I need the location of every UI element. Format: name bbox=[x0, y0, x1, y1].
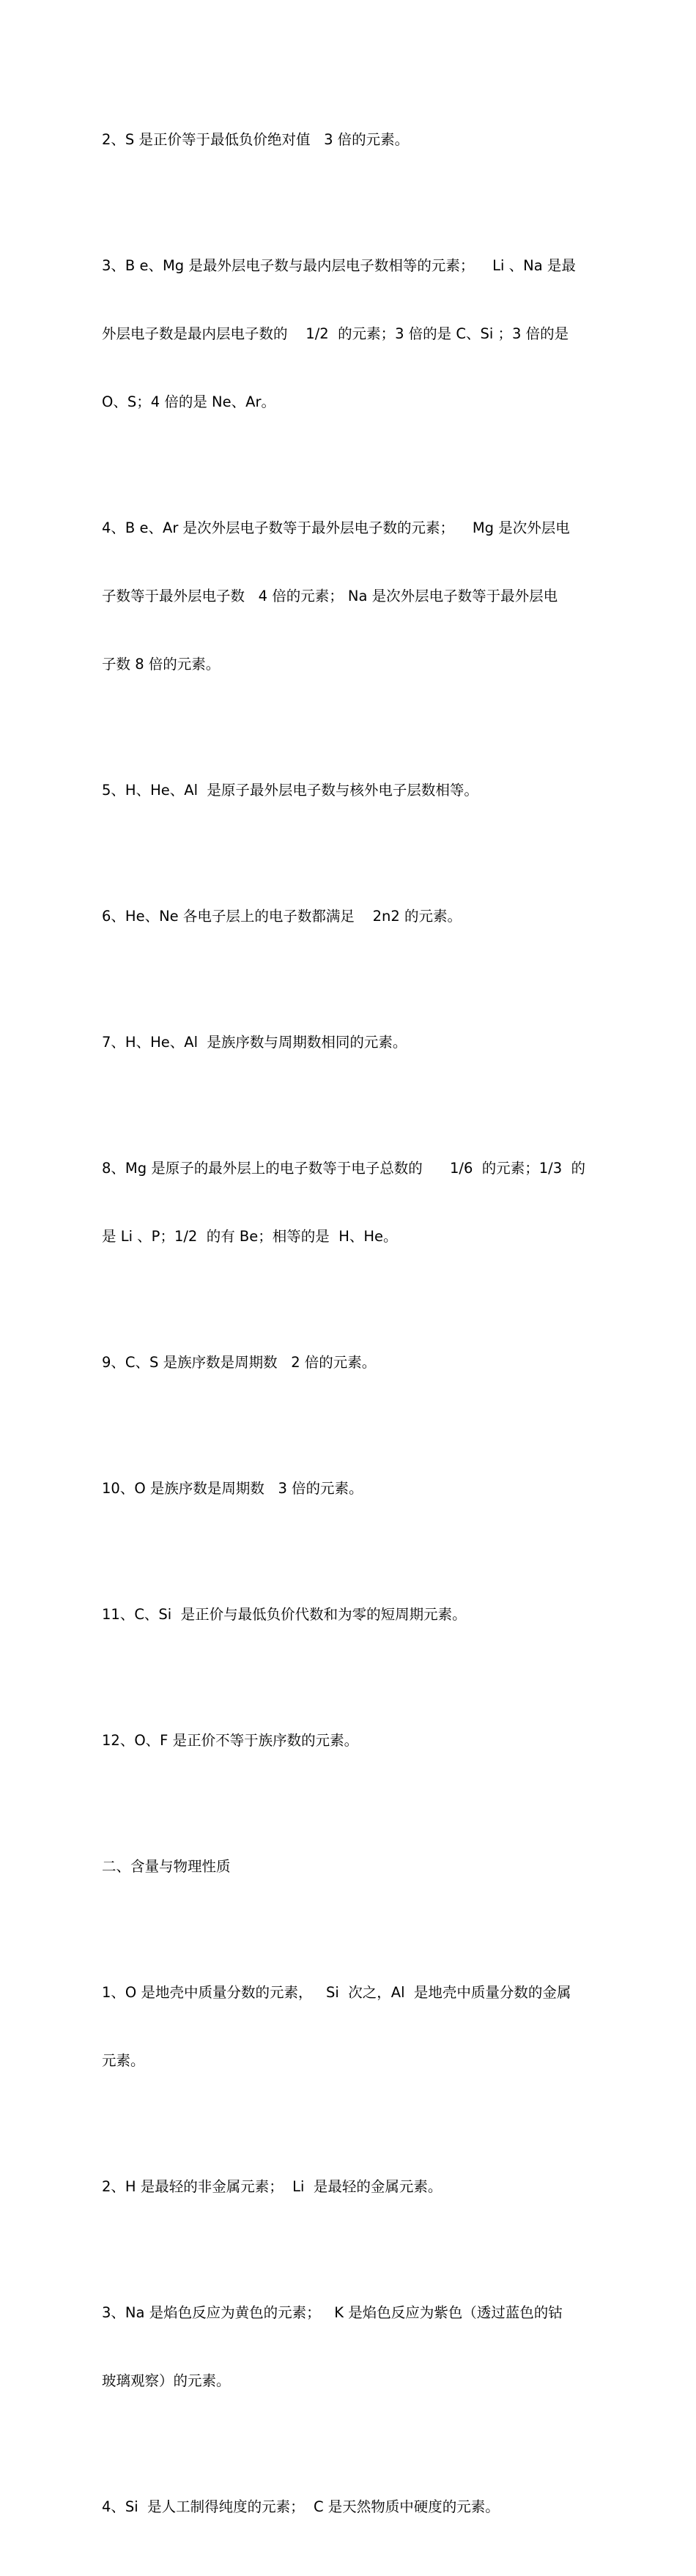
text-line: 是 Li 、P；1/2 的有 Be；相等的是 H、He。 bbox=[102, 1228, 398, 1245]
paragraph-3 bbox=[102, 209, 600, 459]
text-line: 2、H 是最轻的非金属元素； Li 是最轻的金属元素。 bbox=[102, 2178, 443, 2195]
text-line: 子数 8 倍的元素。 bbox=[102, 656, 221, 673]
text-line: 4、Si 是人工制得纯度的元素； C 是天然物质中硬度的元素。 bbox=[102, 2498, 500, 2515]
paragraph-4 bbox=[102, 471, 600, 721]
text-line: 3、Na 是焰色反应为黄色的元素； K 是焰色反应为紫色（透过蓝色的钴 bbox=[102, 2304, 563, 2321]
text-line: 11、C、Si 是正价与最低负价代数和为零的短周期元素。 bbox=[102, 1606, 467, 1623]
heading-text: 二、含量与物理性质 bbox=[102, 1858, 231, 1875]
text-line: 外层电子数是最内层电子数的 1/2 的元素；3 倍的是 C、Si ；3 倍的是 bbox=[102, 325, 569, 342]
paragraph-q4 bbox=[102, 2450, 600, 2564]
text-line: 玻璃观察）的元素。 bbox=[102, 2372, 231, 2389]
paragraph-2 bbox=[102, 83, 600, 196]
paragraph-8 bbox=[102, 1111, 600, 1293]
text-line: 5、H、He、Al 是原子最外层电子数与核外电子层数相等。 bbox=[102, 782, 478, 799]
text-line: 12、O、F 是正价不等于族序数的元素。 bbox=[102, 1732, 359, 1749]
text-line: 元素。 bbox=[102, 2052, 145, 2069]
text-line: 10、O 是族序数是周期数 3 倍的元素。 bbox=[102, 1480, 363, 1497]
text-line: 3、B e、Mg 是最外层电子数与最内层电子数相等的元素； Li 、Na 是最 bbox=[102, 257, 576, 274]
paragraph-6 bbox=[102, 859, 600, 973]
text-line: 子数等于最外层电子数 4 倍的元素； Na 是次外层电子数等于最外层电 bbox=[102, 588, 558, 604]
section-heading bbox=[102, 1810, 600, 1923]
paragraph-10 bbox=[102, 1432, 600, 1545]
paragraph-11 bbox=[102, 1558, 600, 1671]
text-line: O、S；4 倍的是 Ne、Ar。 bbox=[102, 393, 275, 410]
text-line: 8、Mg 是原子的最外层上的电子数等于电子总数的 1/6 的元素；1/3 的 bbox=[102, 1160, 586, 1177]
paragraph-9 bbox=[102, 1306, 600, 1419]
paragraph-7 bbox=[102, 985, 600, 1099]
document-body bbox=[102, 83, 600, 2576]
paragraph-5 bbox=[102, 733, 600, 847]
paragraph-q2 bbox=[102, 2130, 600, 2243]
paragraph-12 bbox=[102, 1684, 600, 1797]
text-line: 7、H、He、Al 是族序数与周期数相同的元素。 bbox=[102, 1034, 407, 1051]
text-line: 9、C、S 是族序数是周期数 2 倍的元素。 bbox=[102, 1354, 377, 1371]
text-line: 2、S 是正价等于最低负价绝对值 3 倍的元素。 bbox=[102, 131, 410, 148]
paragraph-q3 bbox=[102, 2256, 600, 2438]
text-line: 4、B e、Ar 是次外层电子数等于最外层电子数的元素； Mg 是次外层电 bbox=[102, 519, 570, 536]
text-line: 6、He、Ne 各电子层上的电子数都满足 2n2 的元素。 bbox=[102, 908, 462, 925]
paragraph-q1 bbox=[102, 1936, 600, 2117]
text-line: 1、O 是地壳中质量分数的元素， Si 次之，Al 是地壳中质量分数的金属 bbox=[102, 1984, 571, 2001]
